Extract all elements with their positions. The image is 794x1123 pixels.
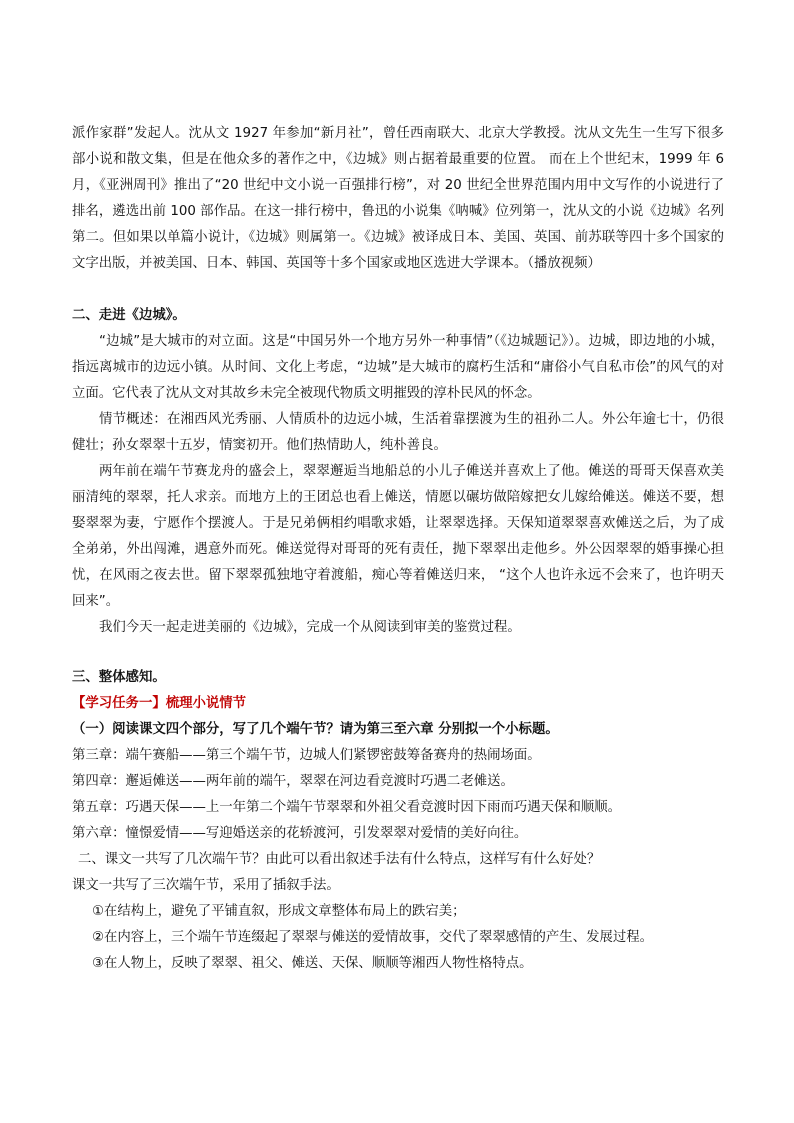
point-item-2: ②在内容上，三个端午节连缀起了翠翠与傩送的爱情故事，交代了翠翠感情的产生、发展过程。 bbox=[92, 930, 654, 945]
chapter-line-4: 第四章：邂逅傩送——两年前的端午，翠翠在河边看竞渡时巧遇二老傩送。 bbox=[72, 774, 514, 789]
section2-paragraph-3: 两年前在端午节赛龙舟的盛会上，翠翠邂逅当地船总的小儿子傩送并喜欢上了他。傩送的哥哥天保喜欢美丽清纯的翠翠，托人求亲。而地方上的王团总也看上傩送，情愿以碾坊做陪嫁把女儿嫁给傩送。傩送不要，想娶翠翠为妻，宁愿作个摆渡人。于是兄弟俩相约唱歌求婚，让翠翠选择。天保知道翠翠喜欢傩送之后，为了成全弟弟，外出闯滩，遇意外而死。傩送觉得对哥哥的死有责任，抛下翠翠出走他乡。外公因翠翠的婚事操心担忧，在风雨之夜去世。留下翠翠孤独地守着渡船，痴心等着傩送归来， “这个人也许永远不会来了，也许明天回来”。 bbox=[72, 464, 724, 609]
section2-paragraph-1: “边城”是大城市的对立面。这是“中国另外一个地方另外一种事情”（《边城题记》）。边城，即边地的小城，指远离城市的边远小镇。从时间、文化上考虑，“边城”是大城市的腐朽生活和“庸俗小气自私市侩”的风气的对立面。它代表了沈从文对其故乡未完全被现代物质文明摧毁的淳朴民风的怀念。 bbox=[72, 334, 724, 401]
point-item-3: ③在人物上，反映了翠翠、祖父、傩送、天保、顺顺等湘西人物性格特点。 bbox=[92, 956, 533, 971]
chapter-line-3: 第三章：端午赛船——第三个端午节，边城人们紧锣密鼓筹备赛舟的热闹场面。 bbox=[72, 748, 541, 763]
point-item-1: ①在结构上，避免了平铺直叙，形成文章整体布局上的跌宕美； bbox=[92, 904, 466, 919]
section2-paragraph-4: 我们今天一起走进美丽的《边城》，完成一个从阅读到审美的鉴赏过程。 bbox=[99, 620, 521, 635]
section-heading-2: 二、走进《边城》。 bbox=[72, 308, 186, 323]
task-title: 梳理小说情节 bbox=[165, 696, 247, 711]
intro-paragraph: 派作家群”发起人。沈从文 1927 年参加“新月社”，曾任西南联大、北京大学教授。沈从文先生一生写下很多部小说和散文集，但是在他众多的著作之中，《边城》则占据着最重要的位置。 而在上个世纪末，1999 年 6 月，《亚洲周刊》推出了“20 世纪中文小说一百强排行榜”，对 20 世纪全世界范围内用中文写作的小说进行了排名，遴选出前 100 部作品。在这一排行榜中，鲁迅的小说集《呐喊》位列第一，沈从文的小说《边城》名列第二。但如果以单篇小说计，《边城》则属第一。《边城》被译成日本、美国、英国、前苏联等四十多个国家的文字出版，并被美国、日本、韩国、英国等十多个国家或地区选进大学课本。（播放视频） bbox=[72, 126, 724, 271]
question-1: （一）阅读课文四个部分，写了几个端午节？请为第三至六章 分别拟一个小标题。 bbox=[72, 722, 559, 737]
document-body bbox=[72, 121, 724, 977]
section-heading-3: 三、整体感知。 bbox=[72, 670, 166, 685]
chapter-line-5: 第五章：巧遇天保——上一年第二个端午节翠翠和外祖父看竞渡时因下雨而巧遇天保和顺顺。 bbox=[72, 800, 622, 815]
question-2: 二、课文一共写了几次端午节？由此可以看出叙述手法有什么特点，这样写有什么好处？ bbox=[78, 852, 601, 867]
answer-2: 课文一共写了三次端午节，采用了插叙手法。 bbox=[72, 878, 340, 893]
task-bracket: 【学习任务一】 bbox=[72, 696, 166, 711]
section2-paragraph-2: 情节概述：在湘西风光秀丽、人情质朴的边远小城，生活着靠摆渡为生的祖孙二人。外公年逾七十，仍很健壮；孙女翠翠十五岁，情窦初开。他们热情助人，纯朴善良。 bbox=[72, 412, 724, 453]
learning-task-line bbox=[72, 691, 724, 717]
chapter-line-6: 第六章：憧憬爱情——写迎婚送亲的花轿渡河，引发翠翠对爱情的美好向往。 bbox=[72, 826, 528, 841]
